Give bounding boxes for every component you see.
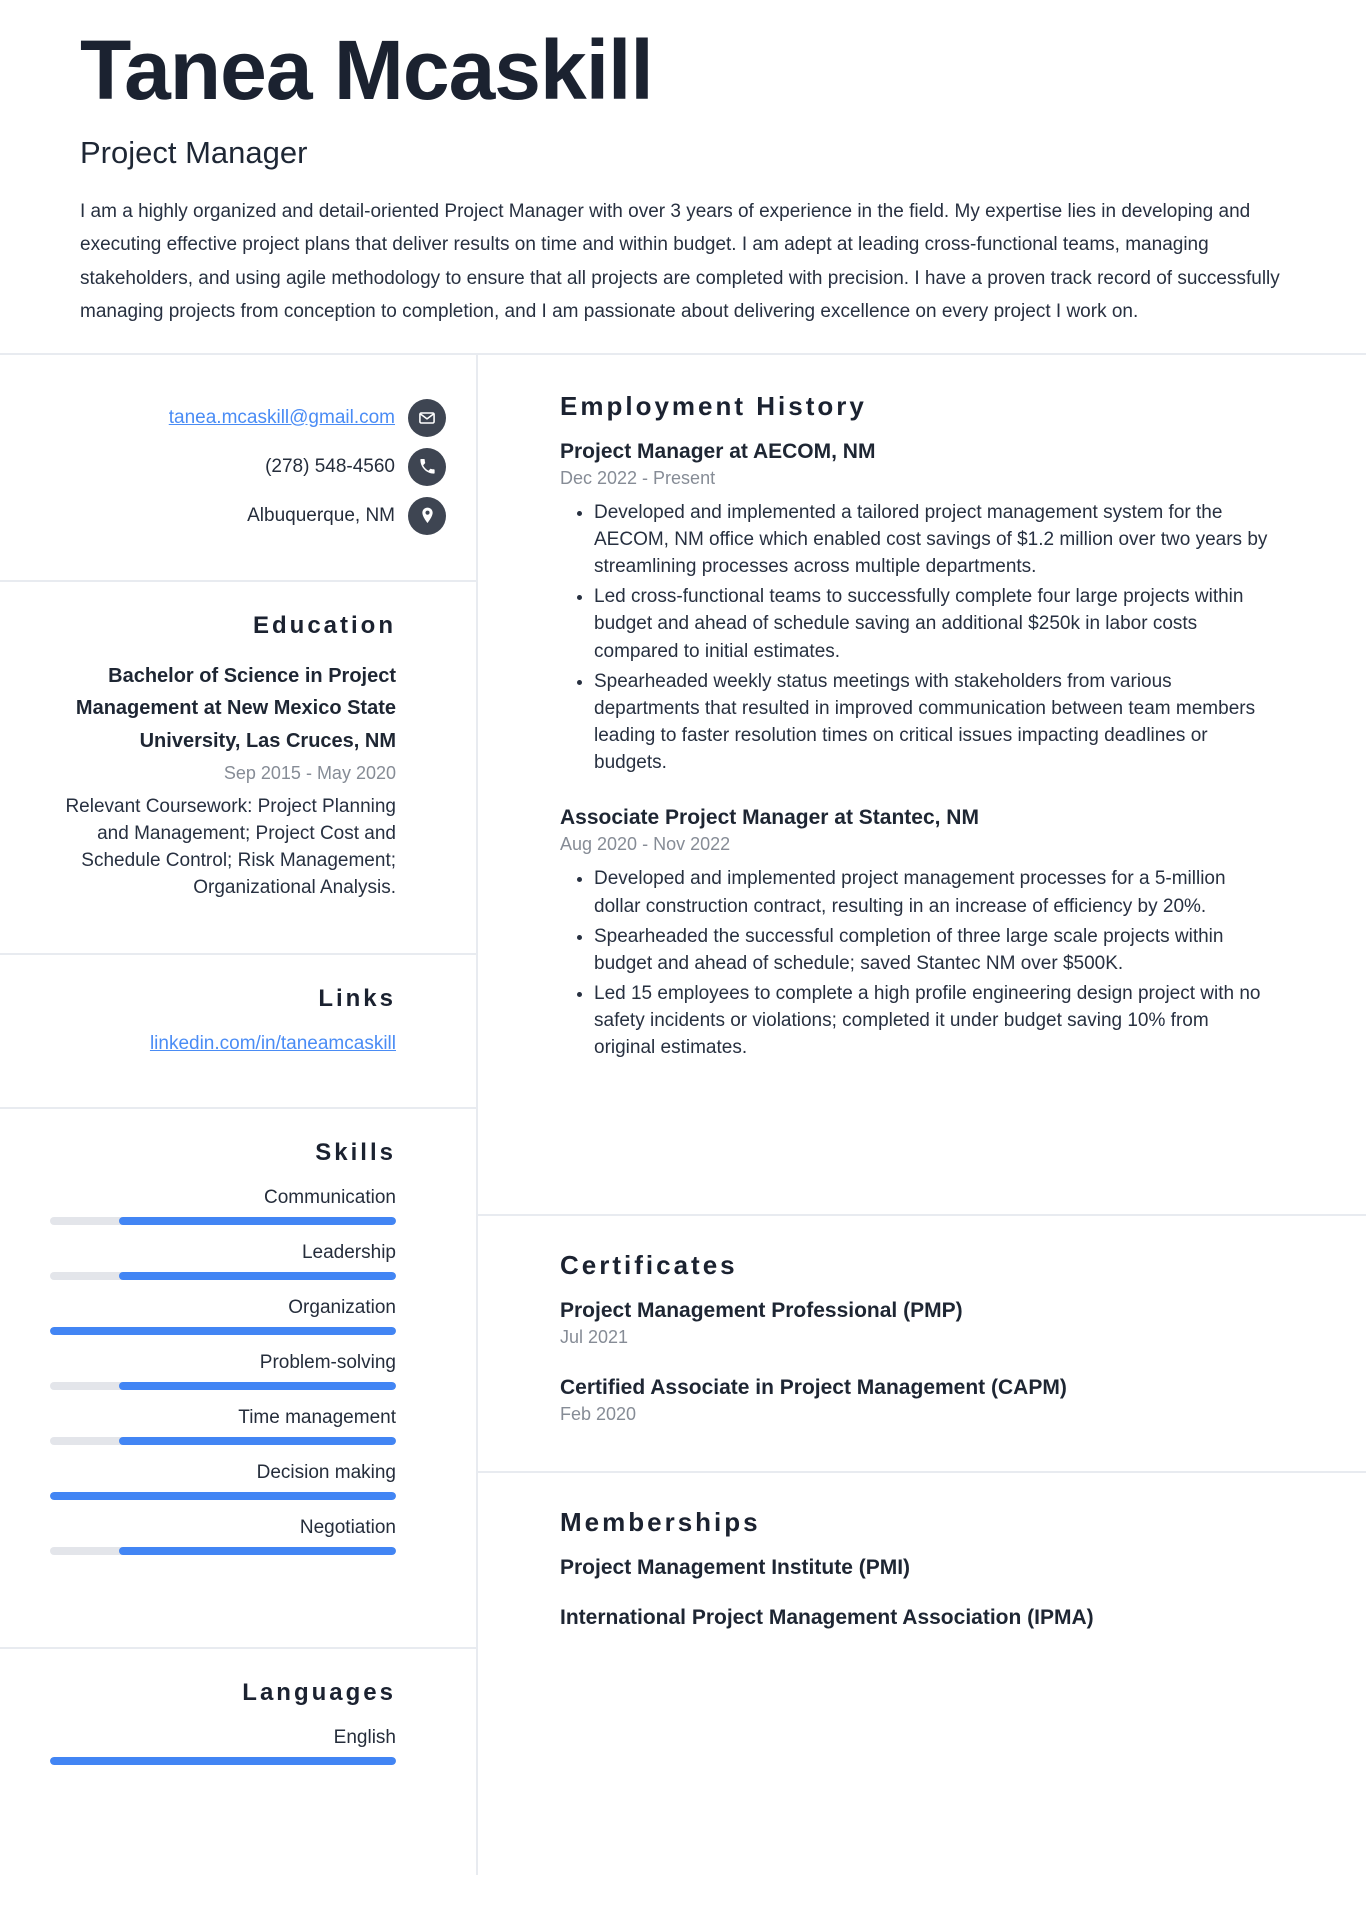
language-item: [50, 1727, 396, 1765]
skill-bar-fill: [119, 1437, 396, 1445]
skill-item: [50, 1297, 396, 1335]
certificates-heading: Certificates: [560, 1250, 738, 1281]
skill-label: Negotiation: [299, 1517, 396, 1539]
memberships-section: [478, 1471, 1366, 1770]
skill-bar-fill: [50, 1492, 396, 1500]
person-name: Tanea Mcaskill: [80, 23, 653, 117]
languages-heading: Languages: [242, 1679, 396, 1707]
resume-body: [0, 355, 1366, 1875]
education-degree: Bachelor of Science in Project Management at New Mexico State University, Las Cruces, NM: [75, 664, 396, 752]
education-heading: Education: [252, 611, 396, 639]
location-pin-icon: [408, 497, 446, 535]
skill-label: Communication: [264, 1187, 396, 1209]
memberships-heading: Memberships: [560, 1507, 761, 1538]
certificate-date: Jul 2021: [560, 1327, 629, 1348]
job-bullet: • Spearheaded weekly status meetings with stakeholders from various departments that resulted in improved communication between team members leading to faster resolution times on critical issues impacting deadlines or budgets.: [594, 668, 1274, 777]
certificate-entry: [560, 1376, 1310, 1425]
main-column: [478, 355, 1366, 1875]
location-text: Albuquerque, NM: [247, 504, 395, 526]
sidebar: [0, 355, 478, 1875]
certificate-title: Project Management Professional (PMP): [560, 1299, 963, 1323]
phone-number: (278) 548-4560: [265, 455, 395, 477]
skill-bar: [50, 1217, 396, 1225]
skill-label: Time management: [238, 1407, 396, 1429]
job-bullet: • Spearheaded the successful completion of three large scale projects within budget and ahead of schedule; saved Stantec NM over $500K.: [594, 923, 1274, 977]
employment-section: [478, 355, 1366, 1215]
job-bullet: • Led cross-functional teams to successfully complete four large projects within budget and ahead of schedule saving an additional $250k in labor costs compared to initial estimates.: [594, 583, 1274, 664]
contact-row-phone: [50, 448, 446, 486]
links-section: [0, 953, 476, 1107]
links-heading: Links: [318, 985, 396, 1013]
skills-heading: Skills: [315, 1139, 396, 1167]
languages-list: [50, 1727, 396, 1765]
languages-section: [0, 1647, 476, 1817]
skills-list: [50, 1187, 396, 1555]
job-bullet: • Developed and implemented a tailored project management system for the AECOM, NM office which enabled cost savings of $1.2 million over two years by streamlining processes across multiple departments.: [594, 499, 1274, 580]
membership-title: Project Management Institute (PMI): [560, 1556, 911, 1580]
membership-entry: [560, 1556, 1310, 1580]
contact-row-email: [50, 399, 446, 437]
contact-section: [0, 355, 476, 580]
skill-item: [50, 1242, 396, 1280]
skill-label: Decision making: [256, 1462, 396, 1484]
skill-bar: [50, 1437, 396, 1445]
skill-bar: [50, 1382, 396, 1390]
skill-bar-fill: [50, 1327, 396, 1335]
profile-summary: I am a highly organized and detail-oriented Project Manager with over 3 years of experience in the field. My expertise lies in developing and executing effective project plans that deliver results on time and within budget. I am adept at leading cross-functional teams, managing stakeholders, and using agile methodology to ensure that all projects are completed with precision. I have a proven track record of successfully managing projects from conception to completion, and I am passionate about delivering excellence on every project I work on.: [80, 201, 1280, 323]
skill-bar-fill: [119, 1382, 396, 1390]
certificate-date: Feb 2020: [560, 1404, 637, 1425]
job-bullet: • Led 15 employees to complete a high profile engineering design project with no safety incidents or violations; completed it under budget saving 10% from original estimates.: [594, 980, 1274, 1061]
links-list: [50, 1033, 396, 1055]
skill-bar: [50, 1327, 396, 1335]
language-bar: [50, 1757, 396, 1765]
job-entry: [560, 806, 1310, 1061]
skill-item: [50, 1517, 396, 1555]
skill-label: Problem-solving: [259, 1352, 396, 1374]
certificates-list: [560, 1299, 1310, 1425]
skill-label: Leadership: [301, 1242, 396, 1264]
job-bullet: • Developed and implemented project management processes for a 5-million dollar construction contract, resulting in an increase of efficiency by 20%.: [594, 865, 1274, 919]
membership-entry: [560, 1606, 1310, 1630]
education-coursework: Relevant Coursework: Project Planning and Management; Project Cost and Schedule Control; Risk Management; Organizational Analysis.: [65, 795, 396, 899]
education-dates: Sep 2015 - May 2020: [223, 762, 396, 783]
job-dates: Aug 2020 - Nov 2022: [560, 834, 731, 855]
skill-item: [50, 1407, 396, 1445]
certificate-title: Certified Associate in Project Management (CAPM): [560, 1376, 1067, 1400]
certificate-entry: [560, 1299, 1310, 1348]
job-entry: [560, 440, 1310, 777]
job-bullets: [560, 865, 1274, 1061]
person-job-title: Project Manager: [80, 135, 308, 171]
skill-bar-fill: [119, 1217, 396, 1225]
language-bar-fill: [50, 1757, 396, 1765]
language-label: English: [333, 1727, 396, 1749]
skill-bar: [50, 1492, 396, 1500]
certificates-section: [478, 1214, 1366, 1471]
skills-section: [0, 1107, 476, 1647]
job-dates: Dec 2022 - Present: [560, 467, 716, 488]
skill-bar-fill: [119, 1272, 396, 1280]
linkedin-link[interactable]: linkedin.com/in/taneamcaskill: [149, 1033, 396, 1055]
employment-heading: Employment History: [560, 390, 867, 421]
skill-bar: [50, 1547, 396, 1555]
email-link[interactable]: tanea.mcaskill@gmail.com: [168, 406, 395, 428]
membership-title: International Project Management Association (IPMA): [560, 1606, 1094, 1630]
jobs-list: [560, 440, 1310, 1062]
job-bullets: [560, 499, 1274, 777]
skill-bar: [50, 1272, 396, 1280]
skill-item: [50, 1187, 396, 1225]
memberships-list: [560, 1556, 1310, 1630]
job-title: Associate Project Manager at Stantec, NM: [560, 806, 979, 830]
resume-header: [0, 0, 1366, 355]
skill-item: [50, 1462, 396, 1500]
envelope-icon: [408, 399, 446, 437]
skill-label: Organization: [288, 1297, 396, 1319]
phone-icon: [408, 448, 446, 486]
job-title: Project Manager at AECOM, NM: [560, 439, 876, 463]
education-section: [0, 580, 476, 953]
contact-row-location: [50, 497, 446, 535]
skill-item: [50, 1352, 396, 1390]
skill-bar-fill: [119, 1547, 396, 1555]
